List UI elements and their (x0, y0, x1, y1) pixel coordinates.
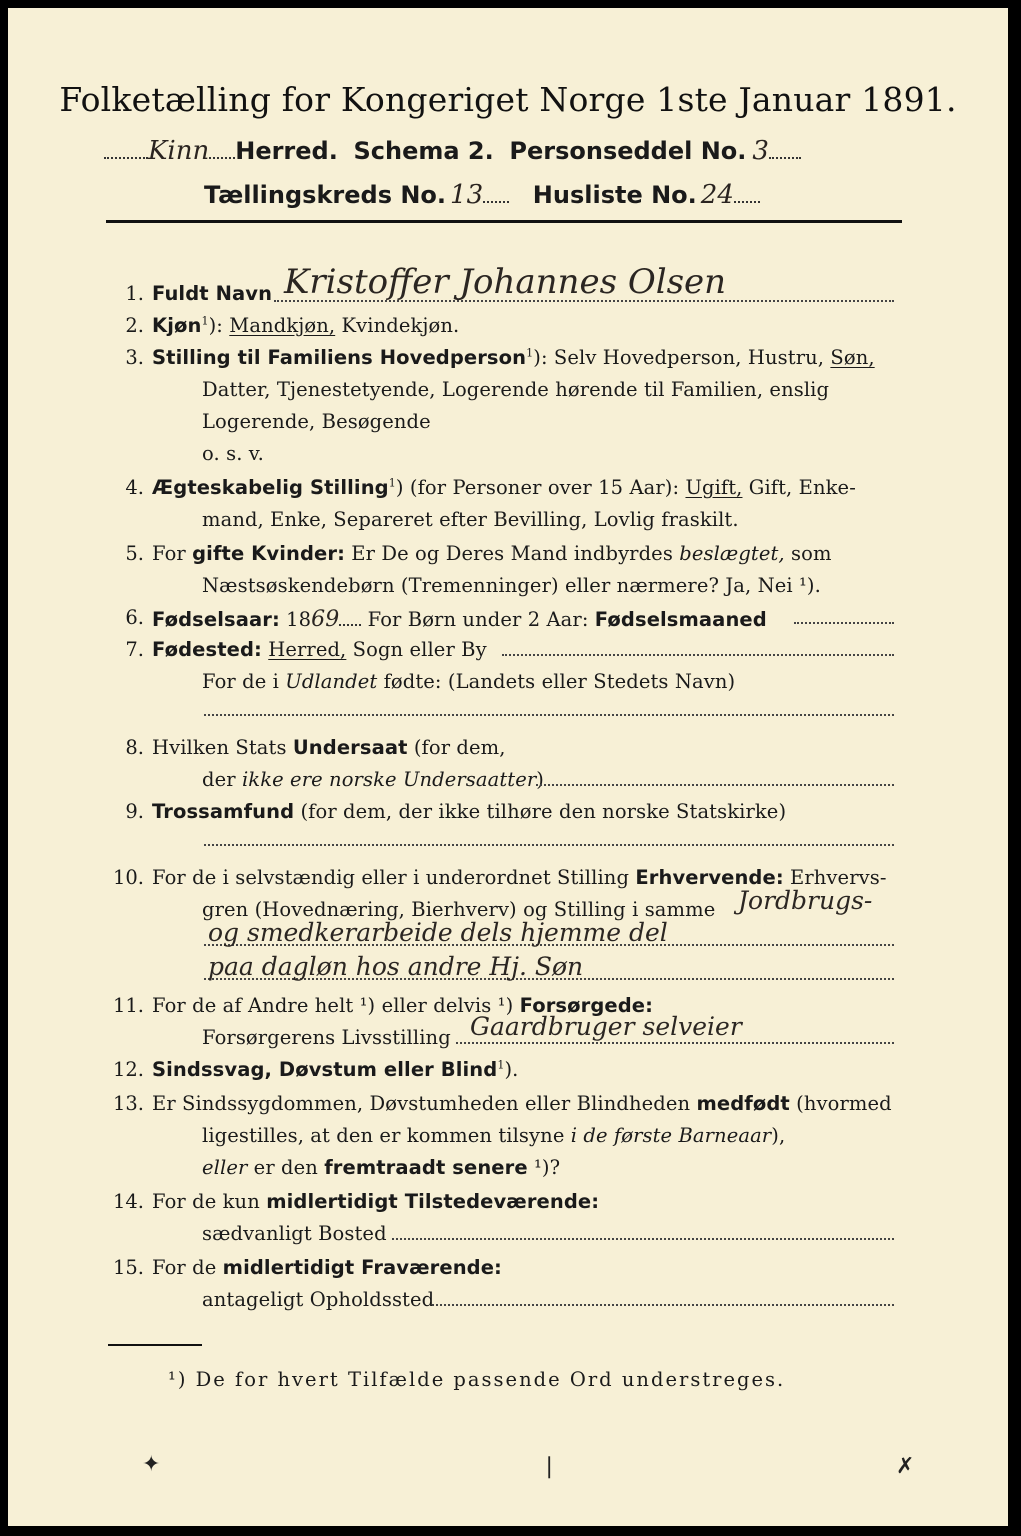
field-5-number: 5. (125, 542, 144, 565)
punch-mark-icon: ✦ (142, 1452, 161, 1477)
field-2-option-mandkjon: Mandkjøn, (229, 314, 336, 337)
field-15-number: 15. (112, 1256, 144, 1279)
field-14-label: midlertidigt Tilstedeværende: (266, 1190, 600, 1213)
field-7-label: Fødested: (152, 638, 262, 661)
field-8-line2: der ikke ere norske Undersaatter) (202, 768, 544, 791)
field-2-label: Kjøn (152, 314, 202, 337)
field-7-number: 7. (125, 638, 144, 661)
herred-value: Kinn (148, 136, 210, 166)
field-3: Stilling til Familiens Hovedperson$^1$): Selv Hovedperson, Hustru, Søn, (152, 346, 875, 369)
field-4-option-ugift: Ugift, (685, 476, 743, 499)
field-11: For de af Andre helt ¹) eller delvis ¹) Forsørgede: (152, 994, 654, 1017)
field-10-value-2: og smedkerarbeide dels hjemme del (208, 918, 668, 947)
field-13-line2: ligestilles, at den er kommen tilsyne i de første Barneaar), (202, 1124, 786, 1147)
field-10-value-3: paa dagløn hos andre Hj. Søn (208, 952, 584, 981)
field-4-number: 4. (125, 476, 144, 499)
field-1 (152, 282, 272, 305)
field-14-line2: sædvanligt Bosted (202, 1222, 387, 1245)
field-10-line2: gren (Hovednæring, Bierhverv) og Stilling i samme (202, 898, 716, 921)
field-13-label: medfødt (696, 1092, 790, 1115)
field-5-label: gifte Kvinder: (192, 542, 345, 565)
field-13-number: 13. (112, 1092, 144, 1115)
personseddel-label: Personseddel No. (509, 137, 747, 165)
field-8: Hvilken Stats Undersaat (for dem, (152, 736, 506, 759)
field-3-line2: Datter, Tjenestetyende, Logerende hørende til Familien, enslig (202, 378, 830, 401)
field-13: Er Sindssygdommen, Døvstumheden eller Blindheden medfødt (hvormed (152, 1092, 892, 1115)
field-9: Trossamfund (for dem, der ikke tilhøre den norske Statskirke) (152, 800, 787, 823)
husliste-label: Husliste No. (532, 181, 697, 209)
taellingskreds-line (204, 180, 760, 210)
census-form (8, 8, 1008, 1526)
field-3-line4: o. s. v. (202, 442, 264, 465)
herred-label: Herred. (235, 137, 338, 165)
field-10: For de i selvstændig eller i underordnet Stilling Erhvervende: Erhvervs- (152, 866, 887, 889)
footnote: ¹) De for hvert Tilfælde passende Ord understreges. (168, 1368, 786, 1391)
field-1-value: Kristoffer Johannes Olsen (284, 262, 727, 302)
field-10-value-1: Jordbrugs- (738, 886, 873, 915)
field-4-label: Ægteskabelig Stilling (152, 476, 389, 499)
field-11-number: 11. (112, 994, 144, 1017)
field-2-number: 2. (125, 314, 144, 337)
field-8-number: 8. (125, 736, 144, 759)
field-9-label: Trossamfund (152, 800, 295, 823)
field-15-label: midlertidigt Fraværende: (222, 1256, 502, 1279)
schema-label: Schema 2. (353, 137, 494, 165)
field-3-option-son: Søn, (830, 346, 875, 369)
field-1-number: 1. (125, 282, 144, 305)
field-6-value: 69 (311, 607, 340, 632)
personseddel-value: 3 (752, 136, 769, 166)
punch-mark-icon: ❘ (540, 1454, 559, 1479)
field-9-number: 9. (125, 800, 144, 823)
field-11-line2: Forsørgerens Livsstilling (202, 1026, 451, 1049)
field-3-number: 3. (125, 346, 144, 369)
field-1-label: Fuldt Navn (152, 282, 273, 305)
husliste-value: 24 (700, 180, 734, 210)
field-7-line2: For de i Udlandet fødte: (Landets eller Stedets Navn) (202, 670, 736, 693)
field-15: For de midlertidigt Fraværende: (152, 1256, 502, 1279)
field-15-line2: antageligt Opholdssted (202, 1288, 435, 1311)
field-13-line3: eller er den fremtraadt senere ¹)? (202, 1156, 561, 1179)
field-7: Fødested: Herred, Sogn eller By (152, 638, 487, 661)
field-10-label: Erhvervende: (635, 866, 784, 889)
field-14: For de kun midlertidigt Tilstedeværende: (152, 1190, 600, 1213)
field-2-option-kvindekjon: Kvindekjøn. (335, 314, 460, 337)
field-12: Sindssvag, Døvstum eller Blind$^1$). (152, 1058, 519, 1081)
field-11-label: Forsørgede: (519, 994, 654, 1017)
field-5-line2: Næstsøskendebørn (Tremenninger) eller nærmere? Ja, Nei ¹). (202, 574, 821, 597)
field-12-label: Sindssvag, Døvstum eller Blind (152, 1058, 498, 1081)
field-8-label: Undersaat (292, 736, 408, 759)
field-5: For gifte Kvinder: Er De og Deres Mand indbyrdes beslægtet, som (152, 542, 832, 565)
field-6-label: Fødselsaar: (152, 608, 280, 631)
taellingskreds-label: Tællingskreds No. (204, 181, 447, 209)
field-11-value: Gaardbruger selveier (470, 1012, 742, 1041)
field-7-option-herred: Herred, (268, 638, 347, 661)
field-6-number: 6. (125, 606, 144, 629)
form-title: Folketælling for Kongeriget Norge 1ste Januar 1891. (59, 80, 957, 119)
field-14-number: 14. (112, 1190, 144, 1213)
field-10-number: 10. (112, 866, 144, 889)
field-4: Ægteskabelig Stilling$^1$) (for Personer over 15 Aar): Ugift, Gift, Enke- (152, 476, 856, 499)
punch-mark-icon: ✗ (896, 1454, 915, 1479)
footnote-rule (108, 1344, 202, 1346)
herred-line (104, 136, 801, 166)
field-3-line3: Logerende, Besøgende (202, 410, 431, 433)
field-6-label2: Fødselsmaaned (594, 608, 767, 631)
field-4-line2: mand, Enke, Separeret efter Bevilling, Lovlig fraskilt. (202, 508, 739, 531)
field-3-label: Stilling til Familiens Hovedperson (152, 346, 527, 369)
taellingskreds-value: 13 (450, 180, 484, 210)
header-rule (106, 220, 902, 223)
field-12-number: 12. (112, 1058, 144, 1081)
field-6: Fødselsaar: 1869 For Børn under 2 Aar: Fødselsmaaned (152, 607, 767, 632)
field-2: Kjøn$^1$): Mandkjøn, Kvindekjøn. (152, 314, 460, 337)
